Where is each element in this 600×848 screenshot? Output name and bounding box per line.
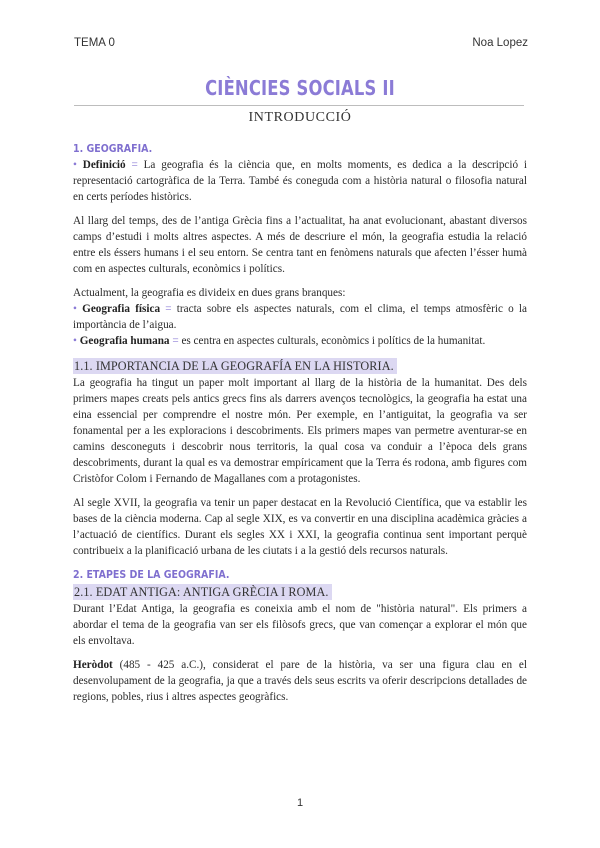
document-body [73,141,527,705]
paragraph-importance-history: La geografia ha tingut un paper molt important al llarg de la història de la humanitat. Des dels primers mapes creats pels antics grecs fins als darrers avenços tecnològics, la geografia ha estat una eina essencial per comprendre el nostre món. Per exemple, en l’antiguitat, la geografia va ser fonamental per a les exploracions i descobriments. Els primers mapes van permetre aventurar-se en camins desconeguts i descobrir nous territoris, la qual cosa va conduir a l’època dels grans descobriments, durant la qual es va demostrar empíricament que la Terra és rodona, amb figures com Cristòfor Colom i Fernando de Magallanes com a protagonistes. [73,377,527,485]
paragraph-modern-era: Al segle XVII, la geografia va tenir un paper destacat en la Revolució Científica, que va establir les bases de la ciència moderna. Cap al segle XIX, es va convertir en una disciplina acadèmica gràcies a l’actuació de científics. Durant els segles XX i XXI, la geografia continua sent important perquè contribueix a la planificació urbana de les ciutats i a la gestió dels recursos naturals. [73,497,527,557]
header-topic: TEMA 0 [74,37,115,49]
branch-physical-item [73,301,527,333]
herodotus-label: Heròdot [73,659,113,671]
definition-label: Definició [82,159,126,171]
bullet-icon: • [73,159,77,171]
equals-sign: = [131,159,138,171]
equals-sign: = [172,335,179,347]
document-subtitle: INTRODUCCIÓ [248,110,352,125]
subsection-heading-importance: 1.1. IMPORTANCIA DE LA GEOGRAFÍA EN LA HISTORIA. [73,358,397,374]
section-heading-geografia: 1. GEOGRAFIA. [73,142,153,155]
branch-human-item [73,333,527,349]
header-author: Noa Lopez [472,37,528,49]
subsection-heading-edat-antiga: 2.1. EDAT ANTIGA: ANTIGA GRÈCIA I ROMA. [73,584,332,600]
paragraph-ancient-age: Durant l’Edat Antiga, la geografia es coneixia amb el nom de "història natural". Els primers a abordar el tema de la geografia van ser els filòsofs grecs, que van començar a explorar el món que els envoltava. [73,603,527,647]
bullet-icon: • [73,303,77,315]
branch-human-label: Geografia humana [79,335,170,347]
bullet-icon: • [73,335,77,347]
branch-human-text: es centra en aspectes culturals, econòmics i polítics de la humanitat. [178,335,486,347]
paragraph-evolution: Al llarg del temps, des de l’antiga Grècia fins a l’actualitat, ha anat evolucionant, abastant diversos camps d’estudi i molts altres aspectes. A més de descriure el món, la geografia estudia la relació entre els éssers humans i el seu entorn. Se centra tant en fenòmens naturals que afecten l’ésser humà com en aspectes culturals, econòmics i polítics. [73,215,527,275]
page-number: 1 [296,797,304,809]
definition-paragraph [73,157,527,205]
section-heading-etapes: 2. ETAPES DE LA GEOGRAFIA. [73,568,230,581]
herodotus-text: (485 - 425 a.C.), considerat el pare de la història, va ser una figura clau en el desenvolupament de la geografia, ja que a través dels seus escrits va oferir descripcions detallades de regions, pobles, rius i altres aspectes geogràfics. [73,659,527,703]
paragraph-branches-intro: Actualment, la geografia es divideix en dues grans branques: [73,287,346,299]
title-divider [74,105,524,106]
document-title: CIÈNCIES SOCIALS II [205,76,395,100]
branch-physical-text: tracta sobre els aspectes naturals, com el clima, el temps atmosfèric o la importància de l’aigua. [73,303,528,331]
definition-text: La geografia és la ciència que, en molts moments, es dedica a la descripció i representació cartogràfica de la Terra. També és coneguda com a història natural o filosofia natural en certs períodes històrics. [73,159,528,203]
equals-sign: = [165,303,172,315]
paragraph-herodotus [73,657,527,705]
branch-physical-label: Geografia física [82,303,161,315]
